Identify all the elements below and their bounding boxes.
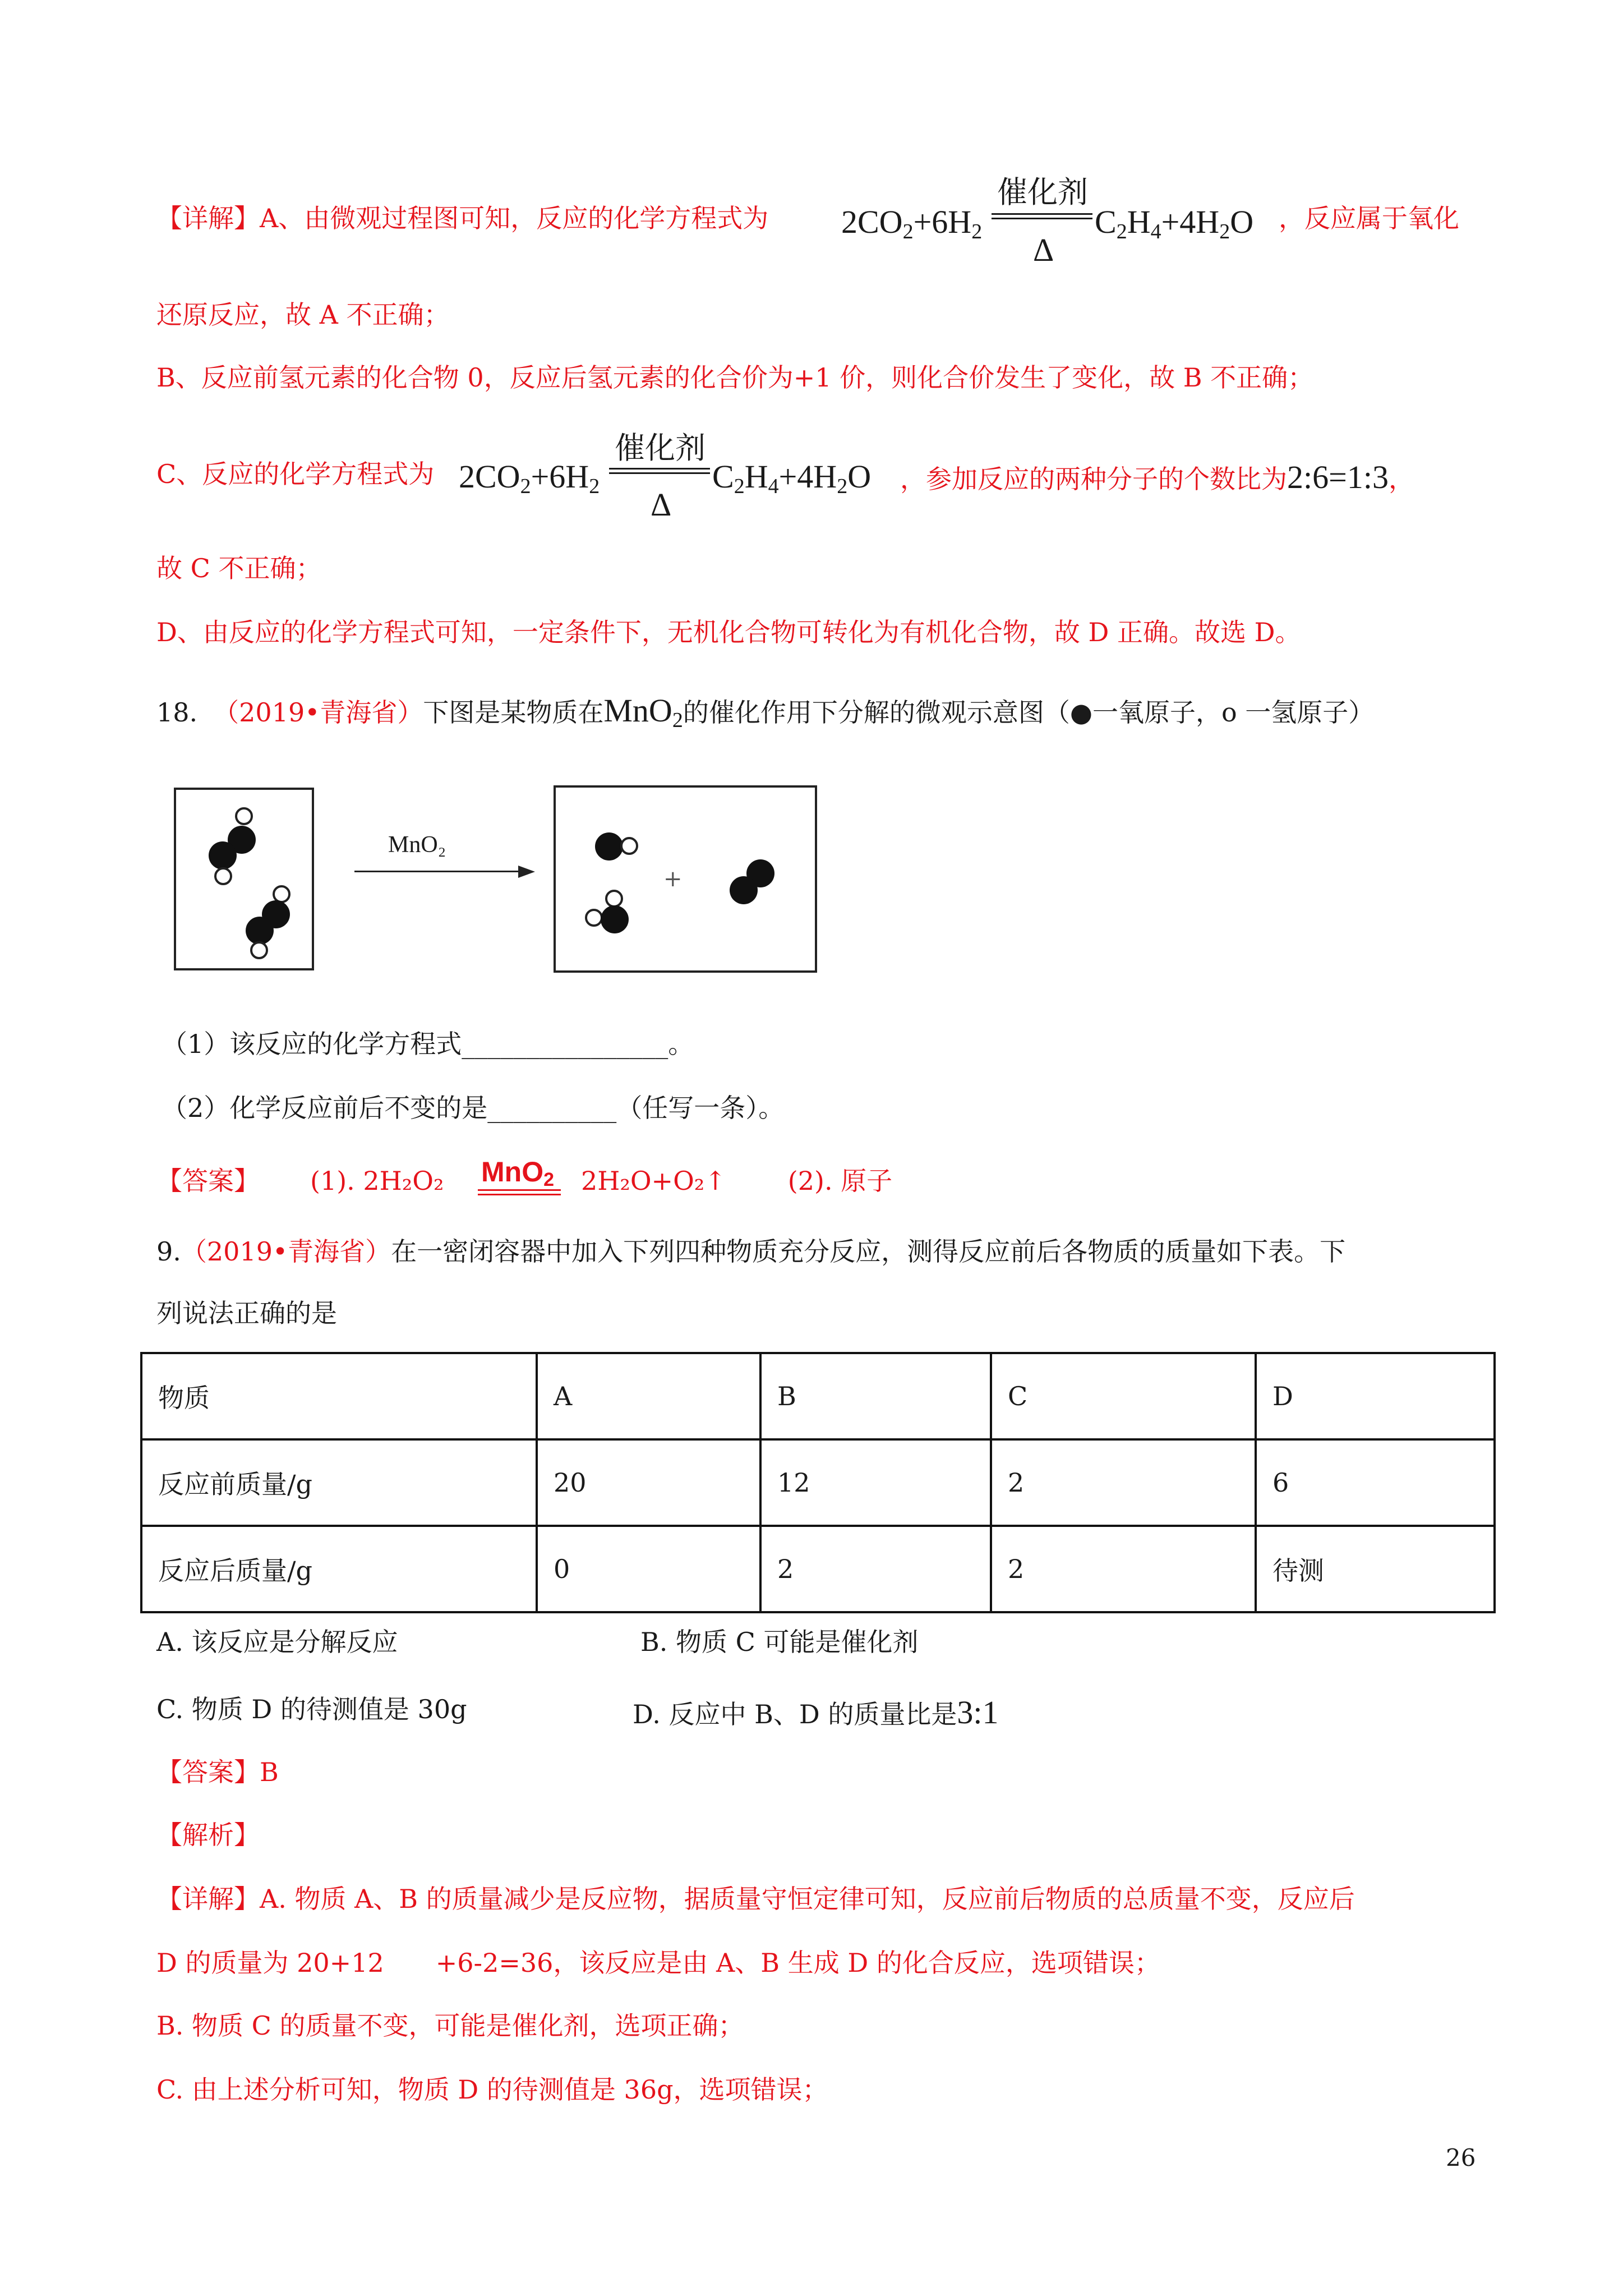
table-cell: 2 — [991, 1439, 1256, 1526]
hydrogen-atom-icon — [235, 807, 253, 825]
oxygen-atom-icon — [730, 876, 758, 904]
page-number: 26 — [1446, 2144, 1476, 2171]
table-cell: 2 — [991, 1526, 1256, 1612]
plus-sign: + — [663, 866, 683, 892]
table-cell: 12 — [760, 1439, 991, 1526]
answer-label: 【答案】 — [156, 1166, 260, 1196]
option-c[interactable]: C. 物质 D 的待测值是 30g — [156, 1694, 467, 1724]
q9-detail-a-cont: D 的质量为 20+12 +6-2=36，该反应是由 A、B 生成 D 的化合反应，选项错误； — [156, 1948, 1160, 1978]
reaction-arrow — [354, 831, 534, 865]
q9-detail-b: B. 物质 C 的质量不变，可能是催化剂，选项正确； — [156, 2010, 744, 2041]
products-box — [554, 785, 817, 973]
detail-a-cont: 还原反应，故 A 不正确； — [156, 300, 450, 330]
table-cell: D — [1256, 1353, 1495, 1439]
table-cell: 反应后质量/g — [141, 1526, 537, 1612]
table-row — [141, 1526, 1495, 1612]
option-b[interactable]: B. 物质 C 可能是催化剂 — [640, 1627, 919, 1657]
catalyst-label: 催化剂 — [615, 430, 706, 466]
option-a[interactable]: A. 该反应是分解反应 — [156, 1627, 398, 1657]
q9-analysis: 【解析】 — [156, 1820, 260, 1850]
q18-source: （2019•青海省） — [213, 697, 423, 728]
equation-left: $2CO_2+6H_2$ — [459, 458, 600, 498]
equal-sign — [609, 468, 710, 474]
table-cell: C — [991, 1353, 1256, 1439]
table-cell: 2 — [760, 1526, 991, 1612]
table-cell: 20 — [537, 1439, 760, 1526]
detail-a-line: 【详解】A、由微观过程图可知，反应的化学方程式为 — [156, 203, 769, 233]
q9-number: 9. — [156, 1236, 181, 1267]
table-cell: B — [760, 1353, 991, 1439]
oxygen-atom-icon — [601, 905, 629, 933]
table-cell: 6 — [1256, 1439, 1495, 1526]
arrow-catalyst-label: MnO₂ — [388, 832, 446, 858]
ratio-value: 3:1 — [957, 1694, 999, 1731]
q18-sub1: （1）该反应的化学方程式________________。 — [162, 1029, 694, 1059]
mass-table — [140, 1352, 1496, 1613]
oxygen-atom-icon — [209, 841, 237, 869]
heat-symbol: Δ — [651, 486, 672, 523]
equation-right: $C_2H_4+4H_2O$ — [1095, 204, 1254, 243]
ratio-value: 2:6=1:3 — [1287, 459, 1389, 495]
q18-answer-cont: 2H₂O+O₂↑ (2). 原子 — [581, 1166, 893, 1196]
detail-c-prefix: C、反应的化学方程式为 — [156, 459, 435, 489]
q18-stem: 18. （2019•青海省）下图是某物质在MnO$_2$的催化作用下分解的微观示意图（●一氧原子，o 一氢原子） — [156, 692, 1375, 732]
table-cell: A — [537, 1353, 760, 1439]
equation-right: $C_2H_4+4H_2O$ — [712, 458, 872, 498]
table-cell: 0 — [537, 1526, 760, 1612]
hydrogen-atom-icon — [214, 867, 232, 885]
table-row — [141, 1439, 1495, 1526]
table-cell: 反应前质量/g — [141, 1439, 537, 1526]
heat-symbol: Δ — [1033, 232, 1054, 268]
table-cell: 物质 — [141, 1353, 537, 1439]
table-cell: 待测 — [1256, 1526, 1495, 1612]
hydrogen-atom-icon — [250, 941, 268, 959]
q9-stem: 9.（2019•青海省）在一密闭容器中加入下列四种物质充分反应，测得反应前后各物质的质量如下表。下 — [156, 1236, 1346, 1267]
detail-a-suffix: ，反应属于氧化 — [1279, 203, 1459, 233]
catalyst-label: 催化剂 — [997, 174, 1088, 210]
equal-sign — [992, 213, 1092, 219]
detail-c-cont: 故 C 不正确； — [156, 553, 322, 583]
oxygen-atom-icon — [595, 832, 623, 861]
detail-d-line: D、由反应的化学方程式可知，一定条件下，无机化合物可转化为有机化合物，故 D 正确。故选 D。 — [156, 617, 1301, 647]
mno2-formula: MnO$_2$ — [603, 692, 683, 732]
detail-b-line: B、反应前氢元素的化合物 0，反应后氢元素的化合价为+1 价，则化合价发生了变化，故 B 不正确； — [156, 362, 1314, 393]
answer-condition: MnO$_2$ — [478, 1156, 562, 1195]
hydrogen-atom-icon — [620, 837, 638, 855]
oxygen-atom-icon — [246, 917, 274, 945]
table-row — [141, 1353, 1495, 1439]
q18-answer: 【答案】 (1). 2H₂O₂ — [156, 1166, 444, 1196]
q9-detail-a: 【详解】A. 物质 A、B 的质量减少是反应物，据质量守恒定律可知，反应前后物质的总质量不变，反应后 — [156, 1884, 1355, 1914]
detail-c-mid: ，参加反应的两种分子的个数比为2:6=1:3， — [900, 459, 1414, 495]
q9-detail-c: C. 由上述分析可知，物质 D 的待测值是 36g，选项错误； — [156, 2074, 828, 2105]
option-d[interactable]: D. 反应中 B、D 的质量比是3:1 — [633, 1694, 999, 1731]
q9-stem-cont: 列说法正确的是 — [156, 1298, 337, 1328]
q18-number: 18. — [156, 697, 198, 728]
equation-left: $2CO_2+6H_2$ — [841, 204, 983, 243]
q9-source: （2019•青海省） — [181, 1236, 391, 1267]
q18-sub2: （2）化学反应前后不变的是__________（任写一条）。 — [162, 1093, 785, 1123]
reactants-box — [174, 788, 314, 970]
q9-answer: 【答案】B — [156, 1757, 279, 1787]
